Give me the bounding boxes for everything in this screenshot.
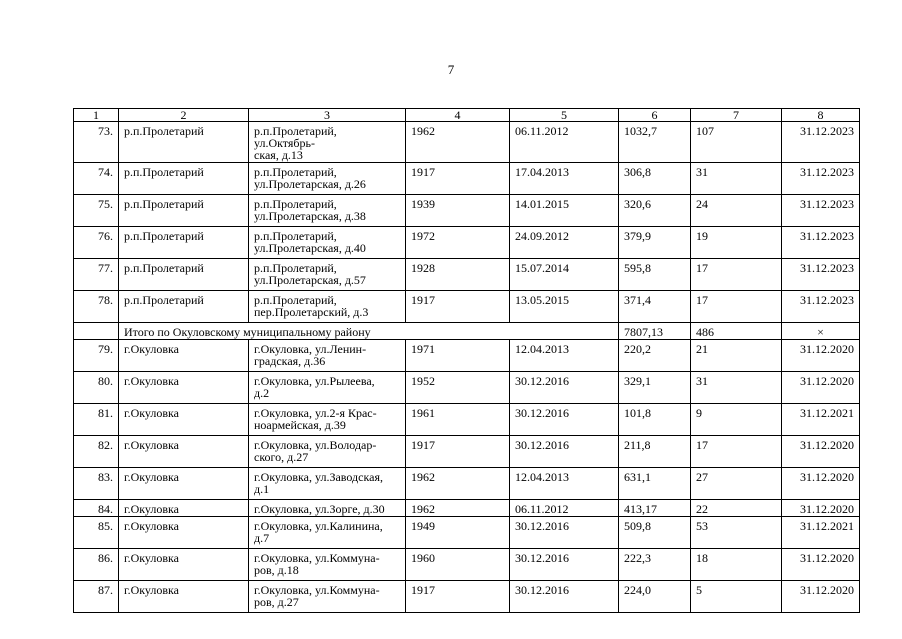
address-line: ского, д.27 <box>254 450 309 464</box>
column-number: 4 <box>406 109 510 122</box>
locality-cell: р.п.Пролетарий <box>119 122 249 163</box>
address-line: ская, д.13 <box>254 148 303 162</box>
address-cell <box>249 259 406 291</box>
area-cell: 1032,7 <box>619 122 691 163</box>
year-cell: 1917 <box>406 581 510 613</box>
area-cell: 631,1 <box>619 468 691 500</box>
address-cell <box>249 549 406 581</box>
address-line: ул.Пролетарская, д.57 <box>254 273 366 287</box>
area-cell: 379,9 <box>619 227 691 259</box>
locality-cell: г.Окуловка <box>119 404 249 436</box>
deadline-cell: 31.12.2023 <box>782 259 860 291</box>
locality-cell: р.п.Пролетарий <box>119 195 249 227</box>
address-line: ров, д.18 <box>254 563 299 577</box>
total-label: Итого по Окуловскому муниципальному району <box>119 323 619 340</box>
address-line: р.п.Пролетарий, <box>254 293 337 307</box>
locality-cell: р.п.Пролетарий <box>119 163 249 195</box>
row-number: 85. <box>74 517 119 549</box>
table-row <box>74 468 860 500</box>
row-number: 75. <box>74 195 119 227</box>
area-cell: 509,8 <box>619 517 691 549</box>
year-cell: 1917 <box>406 436 510 468</box>
year-cell: 1971 <box>406 340 510 372</box>
table-row <box>74 549 860 581</box>
address-line: ров, д.27 <box>254 595 299 609</box>
year-cell: 1962 <box>406 468 510 500</box>
address-cell <box>249 468 406 500</box>
column-number: 1 <box>74 109 119 122</box>
year-cell: 1962 <box>406 122 510 163</box>
date-cell: 17.04.2013 <box>510 163 619 195</box>
column-number: 6 <box>619 109 691 122</box>
row-number: 74. <box>74 163 119 195</box>
locality-cell: г.Окуловка <box>119 436 249 468</box>
address-cell <box>249 227 406 259</box>
table-row <box>74 517 860 549</box>
deadline-cell: 31.12.2021 <box>782 404 860 436</box>
locality-cell: г.Окуловка <box>119 372 249 404</box>
table-row <box>74 372 860 404</box>
year-cell: 1972 <box>406 227 510 259</box>
area-cell: 211,8 <box>619 436 691 468</box>
date-cell: 12.04.2013 <box>510 340 619 372</box>
address-line: р.п.Пролетарий, <box>254 229 337 243</box>
date-cell: 14.01.2015 <box>510 195 619 227</box>
page-number: 7 <box>447 62 455 77</box>
address-cell <box>249 436 406 468</box>
address-cell <box>249 163 406 195</box>
area-cell: 371,4 <box>619 291 691 323</box>
address-line: г.Окуловка, ул.Володар- <box>254 438 377 452</box>
count-cell: 17 <box>691 436 782 468</box>
count-cell: 17 <box>691 291 782 323</box>
address-line: д.2 <box>254 386 270 400</box>
address-line: р.п.Пролетарий, <box>254 165 337 179</box>
row-number: 86. <box>74 549 119 581</box>
row-number: 73. <box>74 122 119 163</box>
count-cell: 22 <box>691 500 782 517</box>
date-cell: 06.11.2012 <box>510 122 619 163</box>
address-line: г.Окуловка, ул.Ленин- <box>254 342 367 356</box>
address-line: ул.Пролетарская, д.38 <box>254 209 366 223</box>
year-cell: 1939 <box>406 195 510 227</box>
table-row <box>74 291 860 323</box>
deadline-cell: 31.12.2020 <box>782 372 860 404</box>
address-line: г.Окуловка, ул.Рылеева, <box>254 374 375 388</box>
date-cell: 30.12.2016 <box>510 581 619 613</box>
row-number: 79. <box>74 340 119 372</box>
table-row <box>74 500 860 517</box>
column-number: 5 <box>510 109 619 122</box>
date-cell: 06.11.2012 <box>510 500 619 517</box>
address-line: г.Окуловка, ул.Зорге, д.30 <box>254 502 385 516</box>
deadline-cell: 31.12.2023 <box>782 195 860 227</box>
row-number: 83. <box>74 468 119 500</box>
row-number: 78. <box>74 291 119 323</box>
date-cell: 15.07.2014 <box>510 259 619 291</box>
address-line: ноармейская, д.39 <box>254 418 346 432</box>
year-cell: 1928 <box>406 259 510 291</box>
table-row <box>74 404 860 436</box>
address-line: г.Окуловка, ул.Коммуна- <box>254 583 380 597</box>
column-number: 8 <box>782 109 860 122</box>
count-cell: 27 <box>691 468 782 500</box>
table-row <box>74 259 860 291</box>
address-cell <box>249 195 406 227</box>
table-row <box>74 227 860 259</box>
row-number: 82. <box>74 436 119 468</box>
year-cell: 1961 <box>406 404 510 436</box>
address-cell <box>249 500 406 517</box>
column-number-header-row <box>74 109 860 122</box>
area-cell: 329,1 <box>619 372 691 404</box>
deadline-cell: 31.12.2023 <box>782 163 860 195</box>
year-cell: 1949 <box>406 517 510 549</box>
row-number: 81. <box>74 404 119 436</box>
area-cell: 595,8 <box>619 259 691 291</box>
housing-table <box>73 108 860 613</box>
deadline-cell: 31.12.2020 <box>782 340 860 372</box>
total-cross: × <box>782 323 860 340</box>
address-line: пер.Пролетарский, д.3 <box>254 305 369 319</box>
count-cell: 9 <box>691 404 782 436</box>
address-cell <box>249 517 406 549</box>
table-row <box>74 122 860 163</box>
date-cell: 30.12.2016 <box>510 549 619 581</box>
column-number: 3 <box>249 109 406 122</box>
address-cell <box>249 340 406 372</box>
address-line: градская, д.36 <box>254 354 326 368</box>
year-cell: 1962 <box>406 500 510 517</box>
address-line: г.Окуловка, ул.2-я Крас- <box>254 406 377 420</box>
locality-cell: г.Окуловка <box>119 517 249 549</box>
count-cell: 31 <box>691 372 782 404</box>
date-cell: 13.05.2015 <box>510 291 619 323</box>
address-line: ул.Пролетарская, д.26 <box>254 177 366 191</box>
count-cell: 17 <box>691 259 782 291</box>
count-cell: 53 <box>691 517 782 549</box>
table-row <box>74 436 860 468</box>
area-cell: 413,17 <box>619 500 691 517</box>
row-number: 84. <box>74 500 119 517</box>
row-number: 80. <box>74 372 119 404</box>
deadline-cell: 31.12.2020 <box>782 436 860 468</box>
table-row <box>74 340 860 372</box>
area-cell: 224,0 <box>619 581 691 613</box>
count-cell: 21 <box>691 340 782 372</box>
total-area: 7807,13 <box>619 323 691 340</box>
deadline-cell: 31.12.2020 <box>782 549 860 581</box>
address-line: г.Окуловка, ул.Калинина, <box>254 519 383 533</box>
address-cell <box>249 291 406 323</box>
locality-cell: р.п.Пролетарий <box>119 291 249 323</box>
total-count: 486 <box>691 323 782 340</box>
year-cell: 1917 <box>406 291 510 323</box>
table-row <box>74 581 860 613</box>
row-number: 76. <box>74 227 119 259</box>
deadline-cell: 31.12.2021 <box>782 517 860 549</box>
count-cell: 107 <box>691 122 782 163</box>
count-cell: 5 <box>691 581 782 613</box>
locality-cell: г.Окуловка <box>119 468 249 500</box>
locality-cell: г.Окуловка <box>119 581 249 613</box>
area-cell: 101,8 <box>619 404 691 436</box>
count-cell: 18 <box>691 549 782 581</box>
date-cell: 12.04.2013 <box>510 468 619 500</box>
address-line: ул.Пролетарская, д.40 <box>254 241 366 255</box>
locality-cell: г.Окуловка <box>119 500 249 517</box>
deadline-cell: 31.12.2023 <box>782 227 860 259</box>
area-cell: 306,8 <box>619 163 691 195</box>
address-cell <box>249 404 406 436</box>
address-cell <box>249 122 406 163</box>
area-cell: 222,3 <box>619 549 691 581</box>
total-empty-cell <box>74 323 119 340</box>
address-line: р.п.Пролетарий, <box>254 261 337 275</box>
date-cell: 30.12.2016 <box>510 404 619 436</box>
column-number: 2 <box>119 109 249 122</box>
count-cell: 24 <box>691 195 782 227</box>
column-number: 7 <box>691 109 782 122</box>
address-cell <box>249 372 406 404</box>
address-line: р.п.Пролетарий, ул.Октябрь- <box>254 124 337 150</box>
year-cell: 1917 <box>406 163 510 195</box>
deadline-cell: 31.12.2023 <box>782 122 860 163</box>
area-cell: 320,6 <box>619 195 691 227</box>
address-line: г.Окуловка, ул.Коммуна- <box>254 551 380 565</box>
row-number: 87. <box>74 581 119 613</box>
table-row <box>74 163 860 195</box>
locality-cell: г.Окуловка <box>119 340 249 372</box>
address-line: д.7 <box>254 531 270 545</box>
deadline-cell: 31.12.2020 <box>782 500 860 517</box>
row-number: 77. <box>74 259 119 291</box>
total-row <box>74 323 860 340</box>
date-cell: 24.09.2012 <box>510 227 619 259</box>
area-cell: 220,2 <box>619 340 691 372</box>
deadline-cell: 31.12.2020 <box>782 468 860 500</box>
year-cell: 1952 <box>406 372 510 404</box>
address-line: г.Окуловка, ул.Заводская, <box>254 470 383 484</box>
address-cell <box>249 581 406 613</box>
deadline-cell: 31.12.2023 <box>782 291 860 323</box>
address-line: д.1 <box>254 482 270 496</box>
date-cell: 30.12.2016 <box>510 372 619 404</box>
locality-cell: г.Окуловка <box>119 549 249 581</box>
table-row <box>74 195 860 227</box>
date-cell: 30.12.2016 <box>510 436 619 468</box>
locality-cell: р.п.Пролетарий <box>119 227 249 259</box>
count-cell: 19 <box>691 227 782 259</box>
date-cell: 30.12.2016 <box>510 517 619 549</box>
year-cell: 1960 <box>406 549 510 581</box>
address-line: р.п.Пролетарий, <box>254 197 337 211</box>
locality-cell: р.п.Пролетарий <box>119 259 249 291</box>
deadline-cell: 31.12.2020 <box>782 581 860 613</box>
count-cell: 31 <box>691 163 782 195</box>
